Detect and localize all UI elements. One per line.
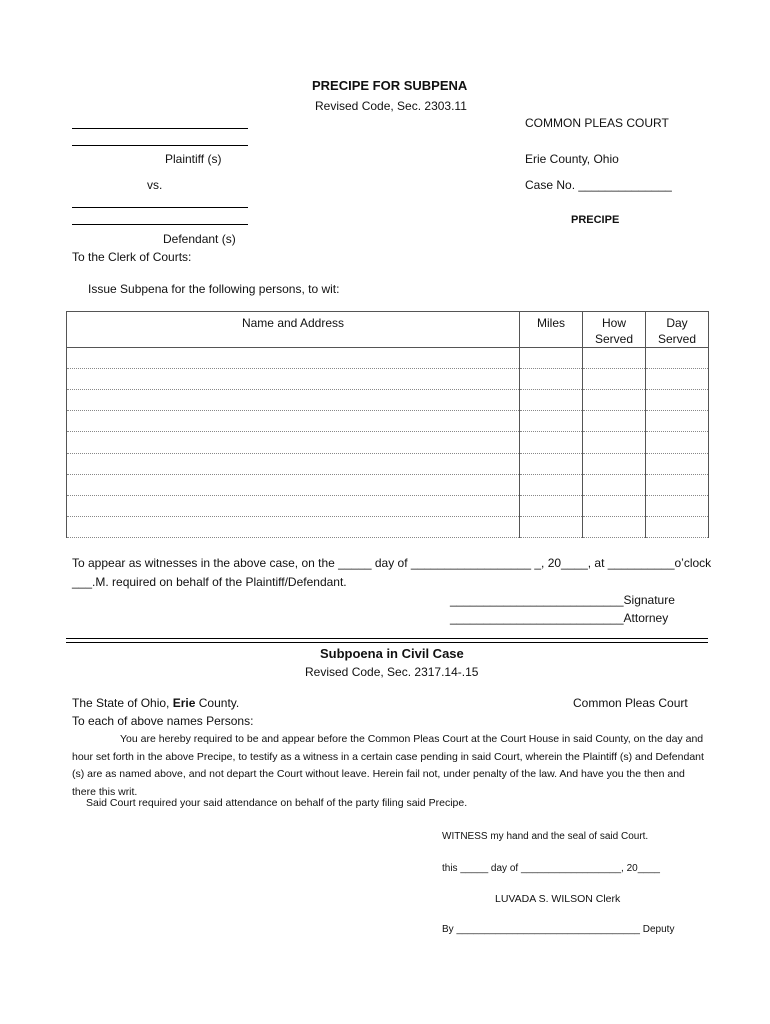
plaintiff-line-2[interactable] [72, 145, 248, 146]
day-served-cell[interactable] [646, 348, 709, 369]
table-row[interactable] [67, 516, 709, 537]
miles-cell[interactable] [520, 474, 583, 495]
defendant-line-1[interactable] [72, 207, 248, 208]
day-served-cell[interactable] [646, 432, 709, 453]
how-served-cell[interactable] [583, 453, 646, 474]
name-address-cell[interactable] [67, 411, 520, 432]
attorney-field[interactable]: __________________________Attorney [450, 611, 669, 625]
day-served-cell[interactable] [646, 516, 709, 537]
to-each-person-text: To each of above names Persons: [72, 714, 254, 728]
plaintiff-label: Plaintiff (s) [165, 152, 222, 166]
table-row[interactable] [67, 495, 709, 516]
table-row[interactable] [67, 390, 709, 411]
miles-cell[interactable] [520, 348, 583, 369]
defendant-label: Defendant (s) [163, 232, 236, 246]
court-name: COMMON PLEAS COURT [525, 116, 669, 130]
precipe-code: Revised Code, Sec. 2303.11 [315, 99, 467, 113]
versus-label: vs. [147, 178, 163, 192]
state-of-ohio-text: The State of Ohio, Erie County. [72, 696, 240, 710]
name-address-cell[interactable] [67, 432, 520, 453]
county-name: Erie [172, 696, 196, 710]
column-header-name-address: Name and Address [67, 312, 520, 348]
subpoena-code: Revised Code, Sec. 2317.14-.15 [305, 665, 479, 679]
appearance-line-1: To appear as witnesses in the above case, on the _____ day of __________________ _, 20____, at __________o’clock [72, 556, 712, 570]
name-address-cell[interactable] [67, 390, 520, 411]
subpoena-title: Subpoena in Civil Case [320, 646, 464, 661]
table-row[interactable] [67, 369, 709, 390]
table-header-row [67, 312, 709, 348]
how-served-cell[interactable] [583, 369, 646, 390]
witness-text: WITNESS my hand and the seal of said Court. [442, 831, 649, 842]
deputy-field[interactable]: By _________________________________ Deputy [442, 924, 675, 935]
name-address-cell[interactable] [67, 516, 520, 537]
common-pleas-court-label: Common Pleas Court [573, 696, 688, 710]
how-served-cell[interactable] [583, 390, 646, 411]
appearance-line-2: ___.M. required on behalf of the Plaintiff/Defendant. [72, 575, 347, 589]
column-header-miles: Miles [520, 312, 583, 348]
signature-field[interactable]: __________________________Signature [450, 593, 675, 607]
miles-cell[interactable] [520, 432, 583, 453]
miles-cell[interactable] [520, 453, 583, 474]
day-served-cell[interactable] [646, 369, 709, 390]
table-row[interactable] [67, 474, 709, 495]
how-served-cell[interactable] [583, 411, 646, 432]
witness-table [66, 311, 709, 538]
how-served-cell[interactable] [583, 474, 646, 495]
column-header-day-served: Day Served [646, 312, 709, 348]
miles-cell[interactable] [520, 390, 583, 411]
how-served-cell[interactable] [583, 432, 646, 453]
table-row[interactable] [67, 348, 709, 369]
how-served-cell[interactable] [583, 348, 646, 369]
miles-cell[interactable] [520, 516, 583, 537]
name-address-cell[interactable] [67, 453, 520, 474]
name-address-cell[interactable] [67, 474, 520, 495]
name-address-cell[interactable] [67, 495, 520, 516]
clerk-name: LUVADA S. WILSON Clerk [495, 893, 621, 905]
miles-cell[interactable] [520, 495, 583, 516]
this-day-field[interactable]: this _____ day of __________________, 20____ [442, 863, 660, 874]
county-label: Erie County, Ohio [525, 152, 619, 166]
column-header-how-served: How Served [583, 312, 646, 348]
how-served-cell[interactable] [583, 516, 646, 537]
precipe-heading: PRECIPE [571, 214, 620, 226]
table-row[interactable] [67, 411, 709, 432]
how-served-cell[interactable] [583, 495, 646, 516]
issue-subpena-text: Issue Subpena for the following persons, to wit: [88, 282, 340, 296]
day-served-cell[interactable] [646, 390, 709, 411]
name-address-cell[interactable] [67, 369, 520, 390]
day-served-cell[interactable] [646, 411, 709, 432]
day-served-cell[interactable] [646, 495, 709, 516]
to-clerk-text: To the Clerk of Courts: [72, 250, 192, 264]
attendance-text: Said Court required your said attendance on behalf of the party filing said Precipe. [86, 797, 468, 809]
plaintiff-line-1[interactable] [72, 128, 248, 129]
day-served-cell[interactable] [646, 474, 709, 495]
miles-cell[interactable] [520, 369, 583, 390]
precipe-title: PRECIPE FOR SUBPENA [312, 78, 468, 93]
defendant-line-2[interactable] [72, 224, 248, 225]
table-row[interactable] [67, 432, 709, 453]
day-served-cell[interactable] [646, 453, 709, 474]
name-address-cell[interactable] [67, 348, 520, 369]
section-divider [66, 638, 708, 643]
subpoena-body: You are hereby required to be and appear before the Common Pleas Court at the Court House in said County, on the day and hour set forth in the above Precipe, to testify as a witness in a certain case pending in said Court, wherein the Plaintiff (s) and Defendant (s) are as named above, and not depart the Court without leave. Herein fail not, under penalty of the law. And have you the then and there this writ. [72, 733, 704, 798]
case-number-field[interactable]: Case No. ______________ [525, 178, 672, 192]
miles-cell[interactable] [520, 411, 583, 432]
table-row[interactable] [67, 453, 709, 474]
